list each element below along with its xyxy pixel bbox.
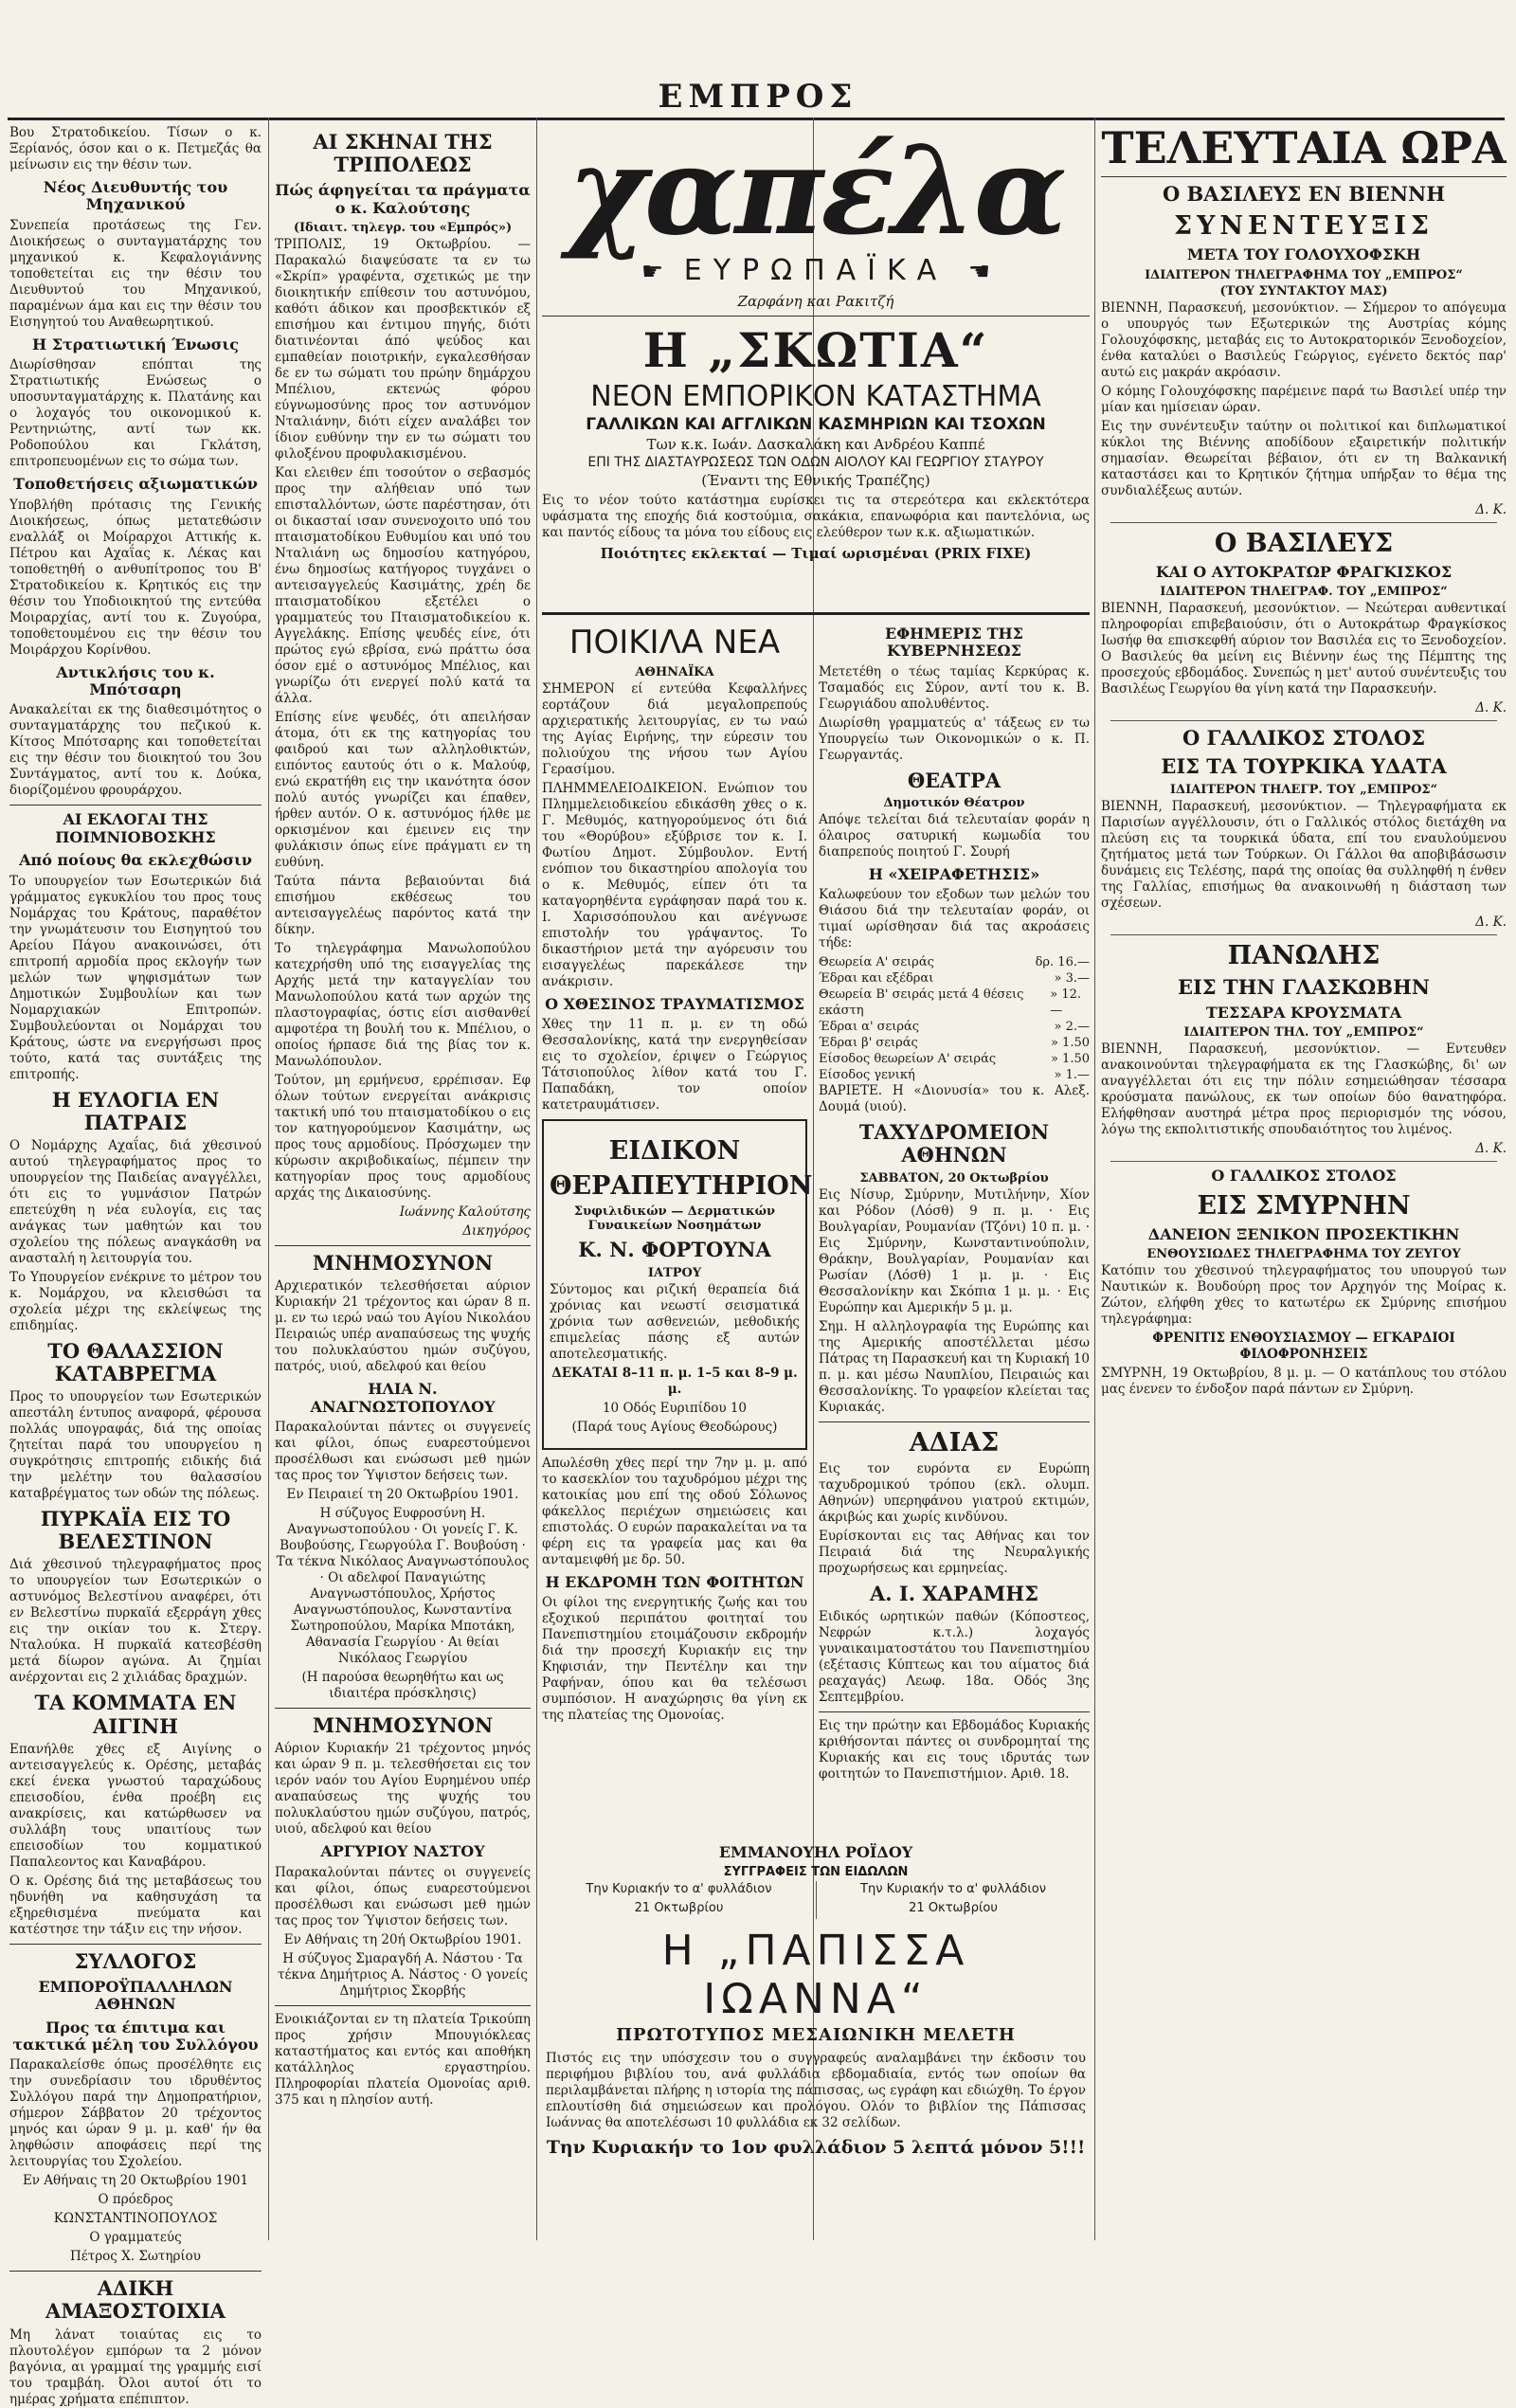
headline: ΕΙΣ ΣΜΥΡΝΗΝ <box>1197 1190 1411 1221</box>
article-text: Επανήλθε χθες εξ Αιγίνης ο αντεισαγγελεύς κ. Ορέσης, μεταβάς εκεί ένεκα γνωστού ταραχώδους επεισοδίου, ένθα προέβη εις ανακρίσεις, και κατώρθωσεν να συλλάβη τους υπαιτίους των επεισοδίων του κομματικού Παπαλεοντος και Καναβάρου. <box>9 1741 262 1870</box>
headline: ΘΕΑΤΡΑ <box>907 768 1002 792</box>
headline: ΠΟΙΚΙΛΑ ΝΕΑ <box>568 624 781 661</box>
release-dates <box>542 1881 1090 1919</box>
divider <box>275 1708 531 1709</box>
headline: ΜΝΗΜΟΣΥΝΟΝ <box>312 1712 494 1737</box>
price-item: Θεωρεία Β' σειράς μετά 4 θέσεις εκάστη <box>819 987 1024 1019</box>
column-rule <box>536 118 537 2240</box>
notice-text: Παρακαλούνται πάντες οι συγγενείς και φίλοι, όπως ευαρεστούμενοι προσέλθωσι και ενώσωσι μεθ ημών τας προς τον Ύψιστον δεήσεις των. <box>275 1419 531 1483</box>
article-text: Απωλέσθη χθες περί την 7ην μ. μ. από το κασεκλίον του ταχυδρόμου μέχρι της κατοικίας μου επί της οδού Σόλωνος φάκελλος περιέχων σημειώσεις και επιστολάς. Ο ευρών παρακαλείται να τα φέρη εις τα γραφεία μας και θα ανταμειφθή με δρ. 50. <box>542 1455 807 1567</box>
signature: Δ. Κ. <box>1475 501 1507 517</box>
subheadline: ΣΑΒΒΑΤΟΝ, 20 Οκτωβρίου <box>859 1170 1049 1186</box>
price-row <box>819 1019 1090 1035</box>
divider <box>542 316 1090 317</box>
signature-title: Ο πρόεδρος <box>98 2192 173 2208</box>
family-list: Η σύζυγος Σμαραγδή Α. Νάστου · Τα τέκνα Δημήτριος Α. Νάστος · Ο γονείς Δημήτριος Σκορβής <box>277 1950 528 1999</box>
subheadline: ΔΑΝΕΙΟΝ ΞΕΝΙΚΟΝ ΠΡΟΣΕΚΤΙΚΗΝ <box>1147 1224 1460 1243</box>
divider <box>275 2005 531 2006</box>
divider <box>9 2271 262 2272</box>
store-line: ΝΕΟΝ ΕΜΠΟΡΙΚΟΝ ΚΑΤΑΣΤΗΜΑ <box>590 380 1041 413</box>
divider <box>819 1421 1090 1422</box>
release-text: Την Κυριακήν το α' φυλλάδιον <box>860 1882 1046 1897</box>
advertisement-papissa <box>542 1838 1090 2246</box>
article-text: Οι φίλοι της ενεργητικής ζωής και του εξοχικού περιπάτου φοιτηταί του Πανεπιστημίου ετοιμάζουσιν εκδρομήν διά την προσεχή Κυριακήν εις την Κηφισιάν, την Πεντέλην και την Ραφήναν, όπου και θα τελέσωσι συμπόσιον. Η αναχώρησις θα γίνη εκ της πλατείας της Ομονοίας. <box>542 1595 807 1724</box>
divider <box>9 805 262 806</box>
headline: ΕΙΣ ΤΗΝ ΓΛΑΣΚΩΒΗΝ <box>1177 974 1431 999</box>
article-text: Και ελειθεν έπι τοσούτον ο σεβασμός προς την αλήθειαν υπό των επισταλλόντων, ώστε παρέστησαν, ότι οι δικασταί ισαν συνενοχοιτο υπό του πταισματοδίκου Ευθυμίου και υπό του Νταλιάνη ως δημοσίου κατηγόρου, ένω δημοσίως κατήγορος τυγχάνει ο αντεισαγγελεύς Κασιμάτης, χρέη δε πταισματοδίκου εξετέλει ο γραμματεύς του Πταισματοδικείου κ. Αγγελάκης. Επίσης ψευδές είνε, ότι πρώτος εγώ εβρίσα, ενώ πράττω όσα όσον εμέ ο αστυνόμος Μπέλιος, και γνωρίζω ότι ενεργεί πολύ κατά τα άλλα. <box>275 465 531 707</box>
store-address-note: (Έναντι της Εθνικής Τραπέζης) <box>701 472 930 489</box>
article-text: ΒΙΕΝΝΗ, Παρασκευή, μεσονύκτιον. — Σήμερον το απόγευμα ο υπουργός των Εξωτερικών της Αυστρίας κόμης Γολουχόφσκης, μεταβάς εις το Αυτοκρατορικόν Ξενοδοχείον, ένθα καταλύει ο Βασιλεύς Γεώργιος, εγένετο δεκτός παρ' αυτώ εις μακράν ακρόασιν. <box>1101 299 1507 380</box>
divider <box>819 1711 1090 1712</box>
headline: ΤΑ ΚΟΜΜΑΤΑ ΕΝ ΑΙΓΙΝΗ <box>34 1691 237 1738</box>
article-text: Ο κόμης Γολουχόφσκης παρέμεινε παρά τω Βασιλεί υπέρ την μίαν και ημίσειαν ώραν. <box>1101 383 1507 415</box>
headline: Ο ΓΑΛΛΙΚΟΣ ΣΤΟΛΟΣ <box>1182 726 1426 751</box>
price-value: » 1.50 <box>1050 1036 1090 1051</box>
section-label: ΑΘΗΝΑΪΚΑ <box>635 665 714 679</box>
signature: Ιωάννης Καλούτσης <box>399 1204 531 1221</box>
article-text: Κατόπιν του χθεσινού τηλεγραφήματος του υπουργού των Ναυτικών κ. Βουδούρη προς τον Αρχηγόν της Μοίρας κ. Ζώτον, ελήφθη χθες το κατωτέρω εκ Σμύρνης επισήμου τηλεγράφημα: <box>1101 1263 1507 1327</box>
divider <box>9 1944 262 1945</box>
store-owners: Των κ.κ. Ιωάν. Δασκαλάκη και Ανδρέου Καππέ <box>646 436 985 453</box>
release-date: 21 Οκτωβρίου <box>634 1901 724 1916</box>
headline: Τοποθετήσεις αξιωματικών <box>13 475 258 494</box>
ad-clinic <box>542 1119 813 1449</box>
headline: ΕΙΣ ΤΑ ΤΟΥΡΚΙΚΑ ΥΔΑΤΑ <box>1161 754 1447 779</box>
byline: ΙΔΙΑΙΤΕΡΟΝ ΤΗΛΕΓΡ. ΤΟΥ „ΕΜΠΡΟΣ“ <box>1169 782 1438 797</box>
article-text: Υποβλήθη πρότασις της Γενικής Διοικήσεως, όπως μετατεθώσιν εναλλάξ οι Μοίραρχοι Αττικής κ. Πέτρου και Αχαΐας κ. Λέκας και τοποθετηθή ο ανθυπίτροπος του Β' Στρατοδικείου κ. Κρητικός εις την θέσιν του Υποδιοικητού της εντεύθα Μοιραρχίας, αντί του κ. Ζυγούρα, τοποθετουμένου εις την θέσιν του Μοιράρχου Κορίνθου. <box>9 497 262 658</box>
classified-text: Ενοικιάζονται εν τη πλατεία Τρικούπη προς χρήσιν Μπουγιόκλεας καταστήματος και εντός και αποθήκη κατάλληλος εργαστηρίου. Πληροφορίαι πλατεία Ομονοίας αριθ. 375 και η πλησίον αυτή. <box>275 2011 531 2108</box>
headline: ΑΙ ΣΚΗΝΑΙ ΤΗΣ ΤΡΙΠΟΛΕΩΣ <box>313 130 493 177</box>
price-row <box>819 1067 1090 1083</box>
subheadline: Από ποίους θα εκλεχθώσιν <box>19 851 252 870</box>
headline: ΣΥΝΕΝΤΕΥΞΙΣ <box>1174 211 1434 242</box>
headline: ΕΜΠΟΡΟΫΠΑΛΛΗΛΩΝ ΑΘΗΝΩΝ <box>38 1977 233 2014</box>
headline: ΠΥΡΚΑΪΑ ΕΙΣ ΤΟ ΒΕΛΕΣΤΙΝΟΝ <box>40 1507 231 1554</box>
column-5 <box>1101 122 1507 2238</box>
article-text: Ο κ. Ορέσης διά της μεταβάσεως του ηδυνήθη να καθησυχάση τα εξηρεθισμένα πνεύματα και κατέστησε την τάξιν εις την νήσον. <box>9 1873 262 1937</box>
headline: ΤΑΧΥΔΡΟΜΕΙΟΝ ΑΘΗΝΩΝ <box>858 1120 1050 1168</box>
notice-text: Αρχιερατικόν τελεσθήσεται αύριον Κυριακήν 21 τρέχοντος και ώραν 8 π. μ. εν τω ιερώ ναώ του Αγίου Νικολάου Πειραιώς υπέρ αναπαύσεως της ψυχής του πολυκλαύστου ημών συζύγου, πατρός, υιού, αδελφού και θείου <box>275 1278 531 1375</box>
headline: Η Στρατιωτική Ένωσις <box>32 335 239 353</box>
article-text: Το τηλεγράφημα Μανωλοπούλου κατεχρήσθη υπό της εισαγγελίας της Αρχής μετά την καταγγελίαν του Μανωλοπούλου κατά των αρχών της πλαστογραφίας, όστις είσι αισθανθεί αμφοτέρα τη βουλή του κ. Μπέλιου, ο οποίος ήρπασε διά της βίας τον κ. Μανωλόπουλον. <box>275 941 531 1070</box>
divider <box>1110 522 1497 523</box>
store-name: Η „ΣΚΩΤΙΑ“ <box>642 322 989 378</box>
column-2 <box>275 125 531 2238</box>
dateline: Εν Αθήναις τη 20 Οκτωβρίου 1901 <box>22 2173 249 2189</box>
subheadline: Πώς άφηγείται τα πράγματα ο κ. Καλούτσης <box>275 181 531 217</box>
ad-footer: Ποιότητες εκλεκταί — Τιμαί ωρισμέναι (PRIX FIXE) <box>600 545 1032 562</box>
subheadline: ΤΕΣΣΑΡΑ ΚΡΟΥΣΜΑΤΑ <box>1205 1003 1402 1022</box>
divider <box>1110 720 1497 721</box>
headline: Αντικλήσις του κ. Μπότσαρη <box>56 662 215 698</box>
doctor-title: ΙΑΤΡΟΥ <box>647 1265 702 1280</box>
subheadline: ΦΡΕΝΙΤΙΣ ΕΝΘΟΥΣΙΑΣΜΟΥ — ΕΓΚΑΡΔΙΟΙ ΦΙΛΟΦΡΟΝΗΣΕΙΣ <box>1152 1331 1455 1362</box>
price-row <box>819 987 1090 1019</box>
ad-footer: Την Κυριακήν το 1ον φυλλάδιον 5 λεπτά μόνον 5!!! <box>546 2137 1086 2159</box>
headline: ΑΙ ΕΚΛΟΓΑΙ ΤΗΣ ΠΟΙΜΝΙΟΒΟΣΚΗΣ <box>55 810 216 846</box>
notice-name: ΗΛΙΑ Ν. ΑΝΑΓΝΩΣΤΟΠΟΥΛΟΥ <box>310 1380 496 1416</box>
release-text: Την Κυριακήν το α' φυλλάδιον <box>586 1882 772 1897</box>
subheadline: ΜΕΤΑ ΤΟΥ ΓΟΛΟΥΧΟΦΣΚΗ <box>1186 245 1421 264</box>
price-row <box>819 970 1090 987</box>
ad-text: Εις το νέον τούτο κατάστημα ευρίσκει τις τα στερεότερα και εκλεκτότερα υφάσματα της εποχής διά κοστούμια, σακάκια, επανωφόρια και παντελόνια, ως και παντός είδους τα μόνα του είδους εις ελεύθερον των κ.κ. αξιωματικών. <box>542 493 1090 540</box>
headline: Ο ΒΑΣΙΛΕΥΣ ΕΝ ΒΙΕΝΝΗ <box>1162 182 1446 207</box>
store-line: ΓΑΛΛΙΚΩΝ ΚΑΙ ΑΓΓΛΙΚΩΝ ΚΑΣΜΗΡΙΩΝ ΚΑΙ ΤΣΟΧΩΝ <box>586 415 1046 434</box>
headline: Νέος Διευθυντής του Μηχανικού <box>43 178 228 214</box>
headline: Α. Ι. ΧΑΡΑΜΗΣ <box>870 1581 1038 1605</box>
article-text: Εις τον ευρόντα εν Ευρώπη ταχυδρομικού τρόπου (εκλ. ολυμπ. Αθηνών) υπερηφάνου γιατρού εκτιμών, άκριβώς και χωρίς κινδύνου. <box>819 1460 1090 1525</box>
dateline: Εν Αθήναις τη 20ή Οκτωβρίου 1901. <box>283 1931 522 1947</box>
headline: ΘΕΡΑΠΕΥΤΗΡΙΟΝ <box>550 1171 813 1202</box>
article-text: Επίσης είνε ψευδές, ότι απειλήσαν άτομα, ότι εκ της κατηγορίας του φαιδρού και των αλληλοθικτών, ειπόντος εαυτούς ότι ο κ. Μαλούφ, ενώ εκρατήθη εις την ικανότητα όσον πολύ αυτός γνωρίζει και έπαθεν, ήρθεν αυτόν. Ο κ. αστυνόμος ήλθε με ορκισμένον και έμεινεν εις την φυλάκισιν όπως είνε πράγματι εν τη ευθύνη. <box>275 710 531 871</box>
author-subtitle: ΣΥΓΓΡΑΦΕΙΣ ΤΩΝ ΕΙΔΩΛΩΝ <box>723 1865 909 1880</box>
article-text: Διά χθεσινού τηλεγραφήματος προς το υπουργείον των Εσωτερικών ο αστυνόμος Βελεστίνου αναφέρει, ότι εν Βελεστίνω πυρκαϊά εξερράγη χθες εις την οικίαν του κ. Στεργ. Νταλούκα. Η πυρκαϊά κατεσβέσθη μετά δίωρον αγώνα. Αι ζημίαι ανέρχονται εις 2 χιλιάδας δραχμών. <box>9 1557 262 1686</box>
article-text: Το υπουργείον των Εσωτερικών διά γράμματος εγκυκλίου του προς τους Νομάρχας του Κράτους, παραθέτον την γνωμάτευσιν του Εισηγητού του Αρείου Πάγου ανακοινώσει, ότι επιτροπή αρμοδία προς εκλογήν των μελών των ψηφισμάτων των Δημοτικών Συμβουλίων και των Νομαρχιακών Επιτροπών. Συμβουλεύονται οι Νομάρχαι του Κράτους, ώστε να ενεργήσωσι προς τούτο, κατά τας συντάξεις της επιτροπής. <box>9 873 262 1082</box>
article-text: ΒΙΕΝΝΗ, Παρασκευή, μεσονύκτιον. — Τηλεγραφήματα εκ Παρισίων αγγέλλουσιν, ότι ο Γαλλικός στόλος διετάχθη να πλεύση εις τα τουρκικά ύδατα, επί του εναυλούμενου ζητήματος μετά των Τούρκων. Οι Γάλλοι θα αποβιβάσωσιν δυνάμεις εις Τελέσης, παρά της οποίας θα συλληφθή η ένθεν της Γαλλίας, επισήμως θα ανακοινωθή η διάσταση των σχέσεων. <box>1101 798 1507 911</box>
article-text: Χθες την 11 π. μ. εν τη οδώ Θεσσαλονίκης, κατά την ενεργηθείσαν εις το σχολείον, έριψεν ο Γεώργιος Τάτσιοπούλος λίθον κατά του Γ. Παπαδάκη, τον οποίον κατετραυμάτισεν. <box>542 1017 807 1113</box>
article-text: Ειδικός ωρητικών παθών (Κόποστεος, Νεφρών κ.τ.λ.) λοχαγός γυναικαιματοστάτου του Πανεπιστημίου (εξέτασις Κύπτεως και του αίματος διά ρεαχαγάς) Λεωφ. 18α. Οδός 3ης Σεπτεμβρίου. <box>819 1608 1090 1705</box>
article-text: Προς το υπουργείον των Εσωτερικών απεστάλη έντυπος αναφορά, φέρουσα πολλάς υπογραφάς, διά της οποίας ζητείται παρά του υπουργείου η συγκρότησις επιτροπής ειδικής διά την μελέτην του θαλασσίου καταβρέγματος των οδών της πόλεως. <box>9 1389 262 1502</box>
article-text: ΣΜΥΡΝΗ, 19 Οκτωβρίου, 8 μ. μ. — Ο κατάπλους του στόλου μας ένενεν το ένδοξον παρά πάντων εν Σμύρνη. <box>1101 1366 1507 1397</box>
notice-note: (Η παρούσα θεωρηθήτω και ως ιδιαιτέρα πρόσκλησις) <box>301 1669 504 1701</box>
price-item: Έδραι α' σειράς <box>819 1020 920 1035</box>
article-text: Ευρίσκονται εις τας Αθήνας και τον Πειραιά διά της Νευραλγικής προχωρήσεως και ερμηνείας. <box>819 1528 1090 1576</box>
doctor-name: Κ. Ν. ΦΟΡΤΟΥΝΑ <box>578 1238 771 1262</box>
price-value: δρ. 16.— <box>1035 955 1090 970</box>
book-title: Η „ΠΑΠΙΣΣΑ ΙΩΑΝΝΑ“ <box>661 1927 970 2024</box>
article-text: Το Υπουργείον ενέκρινε το μέτρον του κ. Νομάρχου, να κλεισθώσι τα σχολεία μέχρι της εκλείψεως της επιδημίας. <box>9 1269 262 1333</box>
headline: ΕΙΔΙΚΟΝ <box>608 1136 741 1167</box>
article-text: Εις την συνέντευξιν ταύτην οι πολιτικοί και διπλωματικοί κύκλοι της Βιέννης αποδίδουν εξαιρετικήν πολιτικήν σημασίαν. Θεωρείται βέβαιον, ότι εν τη Βαλκανική καταστάσει και το Κρητικόν ζήτημα υπήρξαν το θέμα της συνδιαλέξεως αυτών. <box>1101 418 1507 498</box>
byline: (ΤΟΥ ΣΥΝΤΑΚΤΟΥ ΜΑΣ) <box>1219 283 1388 299</box>
price-item: Είσοδος γενική <box>819 1068 915 1083</box>
ad-text: Πιστός εις την υπόσχεσιν του ο συγγραφεύς αναλαμβάνει την έκδοσιν του περιφήμου βιβλίου του, ανά φυλλάδια εβδομαδιαία, εντός των οποίων θα περιλαμβάνεται πλήρης η ιστορία της πάπισσας, ως εγράφη και εδιώχθη. Το έργον επλουτίσθη διά σημειώσεων και προλόγου. Ολόν το βιβλίον της Πάπισσας Ιωάννας θα αποτελέσωσι 10 φυλλάδια εκ 32 σελίδων. <box>546 2051 1086 2131</box>
store-address: ΕΠΙ ΤΗΣ ΔΙΑΣΤΑΥΡΩΣΕΩΣ ΤΩΝ ΟΔΩΝ ΑΙΟΛΟΥ ΚΑΙ ΓΕΩΡΓΙΟΥ ΣΤΑΥΡΟΥ <box>587 455 1044 470</box>
price-value: » 1.50 <box>1050 1052 1090 1067</box>
article-text: Εις Νίσυρ, Σμύρνην, Μυτιλήνην, Χίον και Ρόδον (Λόσθ) 9 π. μ. · Εις Βουλγαρίαν, Ρουμανίαν (Τζόνι) 10 π. μ. · Εις Σμύρνην, Κωνσταντινούπολιν, Θράκην, Βουλγαρίαν, Ρουμανίαν και Ρωσίαν (Λόσθ) 1 μ. μ. · Εις Θεσσαλονίκην και Σκόπια 1 μ. μ. · Εις Ευρώπην και Αμερικήν 5 μ. μ. <box>819 1186 1090 1315</box>
article-text: Διωρίσθη γραμματεύς α' τάξεως εν τω Υπουργείω των Οικονομικών ο κ. Π. Γεωργαντάς. <box>819 715 1090 763</box>
ad-subtitle: Συφιλιδικών — Δερματικών Γυναικείων Νοσημάτων <box>573 1204 776 1234</box>
article-text: ΠΛΗΜΜΕΛΕΙΟΔΙΚΕΙΟΝ. Ενώπιον του Πλημμελειοδικείου εδικάσθη χθες ο κ. Γ. Μεθυμός, κατηγορούμενος ότι διά του «Θορύβου» εξύβρισε τον κ. Ι. Φωτίου Δημοτ. Σύμβουλον. Εντή ενόπιον του δικαστηρίου απολογία του ο κ. Μεθυμός, είπεν ότι τα καταγορηθέντα εγράφησαν παρά του κ. Ι. Χαρισσόπουλου και ανέγνωσε επιστολήν του γράψαντος. Το δικαστήριον μετά την αγόρευσιν του εισαγγελέως παρεκάλεσε την ανάκρισιν. <box>542 781 807 989</box>
signature: Δ. Κ. <box>1475 914 1507 930</box>
article-text: Μετετέθη ο τέως ταμίας Κερκύρας κ. Τσαμαδός εις Σύρον, αντί του κ. Β. Γεωργιάδου απολυθέντος. <box>819 663 1090 712</box>
makers: Ζαρφάνη και Ρακιτζή <box>737 293 894 310</box>
headline: Ο ΒΑΣΙΛΕΥΣ <box>1214 528 1394 558</box>
article-text: Ο Νομάρχης Αχαΐας, διά χθεσινού αυτού τηλεγραφήματος προς το υπουργείον της Παιδείας αναγγέλλει, ότι εις το γυμνάσιον Πατρών επετεύχθη η νέα ευλογία, εις τας ανάγκας των μαθητών και του σχολείου της πόλεως αναγκάσθη να ανασταλή η λειτουργία του. <box>9 1137 262 1266</box>
ad-address-note: (Παρά τους Αγίους Θεοδώρους) <box>571 1419 778 1435</box>
signature: Δ. Κ. <box>1475 700 1507 716</box>
play-title: Η «ΧΕΙΡΑΦΕΤΗΣΙΣ» <box>868 864 1040 883</box>
price-item: Θεωρεία Α' σειράς <box>819 955 934 970</box>
price-value: » 3.— <box>1054 971 1090 987</box>
column-4 <box>819 620 1090 1833</box>
price-value: » 2.— <box>1054 1020 1090 1035</box>
article-text: Καλωφεύουν τον εξοδων των μελών του Θιάσου διά την τελευταίαν φοράν, οι τιμαί ωρίσθησαν διά τας ακροάσεις τήδε: <box>819 887 1090 951</box>
release-right <box>816 1881 1090 1919</box>
column-rule <box>268 118 269 2240</box>
signature-title: Δικηγόρος <box>462 1223 531 1240</box>
pointing-hand-icon: ☚ <box>967 258 991 286</box>
article-text: Ταύτα πάντα βεβαιούνται διά επισήμου εκθέσεως του αντεισαγγελέως παρόντος κατά την δίκην. <box>275 874 531 938</box>
headline: Ο ΓΑΛΛΙΚΟΣ ΣΤΟΛΟΣ <box>1211 1167 1397 1186</box>
headline: Ο ΧΘΕΣΙΝΟΣ ΤΡΑΥΜΑΤΙΣΜΟΣ <box>545 995 804 1013</box>
article-text: Παρακαλείσθε όπως προσέλθητε εις την συνεδρίασιν του ιδρυθέντος Συλλόγου παρά την Δημοπρατήριον, σήμερον Σάββατον 20 τρέχοντος μηνός και ώραν 9 μ. μ. καθ' ήν θα ληφθώσιν αποφάσεις περί της λειτουργίας του Σχολείου. <box>9 2057 262 2170</box>
price-row <box>819 954 1090 970</box>
subheadline: ΚΑΙ Ο ΑΥΤΟΚΡΑΤΩΡ ΦΡΑΓΚΙΣΚΟΣ <box>1155 562 1453 581</box>
headline: ΣΥΛΛΟΓΟΣ <box>74 1948 197 1973</box>
brand-logo: χαπέλα <box>567 120 1065 263</box>
column-1 <box>9 125 262 2407</box>
section-rule <box>542 612 1090 615</box>
ad-hours: ΔΕΚΑΤΑΙ 8–11 π. μ. 1–5 και 8–9 μ. μ. <box>551 1365 798 1397</box>
headline: Η ΕΥΛΟΓΙΑ ΕΝ ΠΑΤΡΑΙΣ <box>51 1087 220 1134</box>
byline: ΙΔΙΑΙΤΕΡΟΝ ΤΗΛ. ΤΟΥ „ΕΜΠΡΟΣ“ <box>1183 1025 1424 1041</box>
article-text: Συνεπεία προτάσεως της Γεν. Διοικήσεως ο συνταγματάρχης του μηχανικού κ. Κεφαλογιάννης τοποθετείται εις την θέσιν του Διευθυντού του Μηχανικού, παραμένων άμα και εις την θέσιν του Εισηγητού του Αναθεωρητικού. <box>9 217 262 330</box>
ad-text: Σύντομος και ριζική θεραπεία διά χρόνιας και νεωστί σεισματικά χρόνια των ασθενειών, μεθοδικής επιμελείας πάσης εξ αυτών αποτελεσματικής. <box>550 1281 800 1362</box>
article-text: ΒΙΕΝΝΗ, Παρασκευή, μεσονύκτιον. — Εντευθεν ανακοινούνται τηλεγραφήματα εκ της Γλασκώβης, δι' ων αναγγέλλεται ότι εις την πόλιν εσημειώθησαν τέσσαρα κρούσματα πανώλους, εκ των οποίων δύο θανατηφόρα. Ελήφθησαν αυστηρά μέτρα προς περιορισμόν της νόσου, λόγω της εκπολιτιστικής σπουδαιότητος του λιμένος. <box>1101 1041 1507 1138</box>
headline: Η ΕΚΔΡΟΜΗ ΤΩΝ ΦΟΙΤΗΤΩΝ <box>545 1572 804 1591</box>
byline: (Ιδιαιτ. τηλεγρ. του «Εμπρός») <box>293 221 513 236</box>
headline: ΜΝΗΜΟΣΥΝΟΝ <box>312 1251 494 1276</box>
article-text: Ανακαλείται εκ της διαθεσιμότητος ο συνταγματάρχης του πεζικού κ. Κίτσος Μπότσαρης και τοποθετείται εις την θέσιν του διοικητού του 3ου Συντάγματος, αντί του κ. Δούκα, διορίζομένου φρουράρχου. <box>9 702 262 799</box>
brand-subtitle-text: ΕΥΡΩΠΑΪΚΑ <box>683 254 948 287</box>
subheadline: Προς τα έπιτιμα και τακτικά μέλη του Συλλόγου <box>12 2018 259 2054</box>
divider <box>1110 1161 1497 1162</box>
price-value: » 12.— <box>1050 987 1082 1019</box>
author-name: ΕΜΜΑΝΟΥΗΛ ΡΟΪΔΟΥ <box>718 1843 913 1861</box>
price-row <box>819 1051 1090 1067</box>
divider <box>1101 176 1507 177</box>
notice-name: ΑΡΓΥΡΙΟΥ ΝΑΣΤΟΥ <box>320 1842 485 1861</box>
ad-address: 10 Οδός Ευριπίδου 10 <box>602 1400 748 1416</box>
article-text: Βου Στρατοδικείου. Τίσων ο κ. Ξερίανός, όσον και ο κ. Πετμεζάς θα μείνωσιν εις την θέσιν των. <box>9 125 262 172</box>
headline: ΤΟ ΘΑΛΑΣΣΙΟΝ ΚΑΤΑΒΡΕΓΜΑ <box>47 1338 224 1385</box>
article-text: ΒΑΡΙΕΤΕ. Η «Διονυσία» του κ. Αλεξ. Δουμά (υιού). <box>819 1083 1090 1115</box>
article-text: Τούτον, μη ερμήνευσ, ερρέπισαν. Εφ όλων τούτων ενεργείται ανάκρισις τακτική υπό του πταισματοδίκου ο εις τον κατηγορούμενον Κασιμάτην, ως προς τους αρμοδίους. Πρόσχωμεν την κύρωσιν ακριβοδικαίως, πέμπειν την κατηγορίαν προς τους αρμοδίους αρχάς της Δικαιοσύνης. <box>275 1073 531 1202</box>
section-title: ΤΕΛΕΥΤΑΙΑ ΩΡΑ <box>1101 122 1507 173</box>
headline: ΑΔΙΚΗ ΑΜΑΞΟΣΤΟΙΧΙΑ <box>45 2276 226 2324</box>
divider <box>1110 934 1497 935</box>
byline: ΙΔΙΑΙΤΕΡΟΝ ΤΗΛΕΓΡΑΦΗΜΑ ΤΟΥ „ΕΜΠΡΟΣ“ <box>1145 267 1463 282</box>
signature-title: Ο γραμματεύς <box>89 2230 182 2246</box>
article-text: Μη λάνατ τοιαύτας εις το πλουτολέγον εμπόρων τα 2 μόνον βαγόνια, αι γραμμαί της γραμμής εισί του τραμβάη. Όλοι αυτοί ότι το ημέρας χρήματα επέπιπτον. <box>9 2327 262 2407</box>
column-rule <box>1094 118 1095 2240</box>
price-item: Έδραι β' σειράς <box>819 1036 918 1051</box>
price-item: Είσοδος θεωρείων Α' σειράς <box>819 1052 997 1067</box>
advertisement-kapela <box>542 120 1090 618</box>
release-left <box>542 1881 816 1919</box>
pointing-hand-icon: ☛ <box>641 258 664 286</box>
notice-text: Αύριον Κυριακήν 21 τρέχοντος μηνός και ώραν 9 π. μ. τελεσθήσεται εις τον ιερόν ναόν του Αγίου Ευρημένου υπέρ αναπαύσεως της ψυχής του πολυκλαύστου ημών συζύγου, πατρός, υιού, αδελφού και θείου <box>275 1741 531 1838</box>
article-text: Εις την πρώτην και Εβδομάδος Κυριακής κριθήσονται πάντες οι συνδρομηταί της Κυριακής και εις τους ιδρυτάς των φοιτητών το Πανεπιστήμιον. Αριθ. 18. <box>819 1717 1090 1782</box>
book-subtitle: ΠΡΩΤΟΤΥΠΟΣ ΜΕΣΑΙΩΝΙΚΗ ΜΕΛΕΤΗ <box>616 2025 1016 2046</box>
notice-text: Παρακαλούνται πάντες οι συγγενείς και φίλοι, όπως ευαρεστούμενοι προσέλθωσι και ενώσωσι μεθ ημών τας προς τον Ύψιστον δεήσεις των. <box>275 1864 531 1928</box>
dateline: Εν Πειραιεί τη 20 Οκτωβρίου 1901. <box>286 1486 519 1502</box>
byline: ΙΔΙΑΙΤΕΡΟΝ ΤΗΛΕΓΡΑΦ. ΤΟΥ „ΕΜΠΡΟΣ“ <box>1160 585 1448 600</box>
article-text: Απόψε τελείται διά τελευταίαν φοράν η όλαιρος σατυρική κωμωδία του διαπρεπούς ποιητού Γ. Σουρή <box>819 811 1090 860</box>
headline: ΠΑΝΩΛΗΣ <box>1227 940 1381 970</box>
signature: Δ. Κ. <box>1475 1141 1507 1157</box>
article-text: Διωρίσθησαν επόπται της Στρατιωτικής Ενώσεως ο υποσυνταγματάρχης κ. Πλατάνης και ο λοχαγός του οικονομικού κ. Ρεντηνιώτης, αντί των κκ. Ροδοπούλου και Γκλάτση, επιτροπευομένων εις το σώμα των. <box>9 357 262 470</box>
family-list: Η σύζυγος Ευφροσύνη Η. Αναγνωστοπούλου · Οι γονείς Γ. Κ. Βουβούσης, Γεωργούλα Γ. Βουβούση · Τα τέκνα Νικόλαος Αναγνωστόπουλος · Οι αδελφοί Παναγιώτης Αναγνωστόπουλος, Χρήστος Αναγνωστόπουλος, Κωνσταντίνα Σωτηροπούλου, Μαρίκα Μποτάκη, Αθανασία Γεωργίου · Αι θείαι Νικόλαος Γεωργίου <box>276 1505 530 1666</box>
price-row <box>819 1035 1090 1051</box>
article-text: Σημ. Η αλληλογραφία της Ευρώπης και της Αμερικής αποστέλλεται μέσω Πάτρας τη Παρασκευή και τη Κυριακή 10 π. μ. και μέσω Ναυπλίου, Πειραιώς και Θεσσαλονίκης. Το γραφείον κλείεται τας Κυριακάς. <box>819 1318 1090 1415</box>
price-list <box>819 954 1090 1083</box>
masthead: ΕΜΠΡΟΣ <box>658 78 858 116</box>
subheadline: Δημοτικόν Θέατρον <box>883 795 1025 810</box>
signature-name: Πέτρος Χ. Σωτηρίου <box>69 2249 202 2265</box>
article-text: ΒΙΕΝΝΗ, Παρασκευή, μεσονύκτιον. — Νεώτεραι αυθεντικαί πληροφορίαι επιβεβαιούσιν, ότι ο Αυτοκράτωρ Φραγκίσκος Ιωσήφ θα επισκεφθή αύριον τον Βασιλέα εις το Ξενοδοχείον. Ο Βασιλεύς θα μείνη εις Βιέννην έως της Πέμπτης της προσεχούς εβδομάδος. Συνεπώς η μετ' αυτού συνέντευξις του Βασιλέως Γεωργίου θα γίνη κατά την Παρασκευήν. <box>1101 601 1507 697</box>
headline: ΕΦΗΜΕΡΙΣ ΤΗΣ ΚΥΒΕΡΝΗΣΕΩΣ <box>885 625 1023 661</box>
byline: ΕΝΘΟΥΣΙΩΔΕΣ ΤΗΛΕΓΡΑΦΗΜΑ ΤΟΥ ΖΕΥΓΟΥ <box>1146 1247 1461 1261</box>
article-text: ΤΡΙΠΟΛΙΣ, 19 Οκτωβρίου. — Παρακαλώ διαψεύσατε τα εν τω «Σκρίπ» γραφέντα, σχετικώς με την διοικητικήν επίθεσιν του αστυνόμου, καθότι άδικον και προσβεκτικόν εξ επισήμου και έντιμου πηγής, διότι διατινέονται άπό ψεύδος και εμπαθείαν ποιοτρικήν, εγκαλεσθήσαν δε εν τω σώματι του πρώην δημάρχου Μπέλιου, εκτενώς φόρου εύγνωμοσύνης προς τον αστυνόμον Νταλιάνην, διότι είχεν αναλάβει τον ίδιον ευθύνην την εν τω σώματι του φιλοξένου προφυλακισμένου. <box>275 237 531 462</box>
divider <box>275 1245 531 1246</box>
price-item: Έδραι και εξέδραι <box>819 971 934 987</box>
article-text: ΣΗΜΕΡΟΝ εί εντεύθα Κεφαλλήνες εορτάζουν διά μεγαλοπρεπούς αρχιερατικής λειτουργίας, εν τω ναώ της Αγίας Ειρήνης, την εύρεσιν του πολιούχου της νήσου των Αγίου Γερασίμου. <box>542 681 807 777</box>
signature-name: ΚΩΝΣΤΑΝΤΙΝΟΠΟΥΛΟΣ <box>53 2211 218 2227</box>
price-value: » 1.— <box>1054 1068 1090 1083</box>
release-date: 21 Οκτωβρίου <box>909 1901 998 1916</box>
headline: ΑΔΙΑΣ <box>909 1427 1000 1457</box>
